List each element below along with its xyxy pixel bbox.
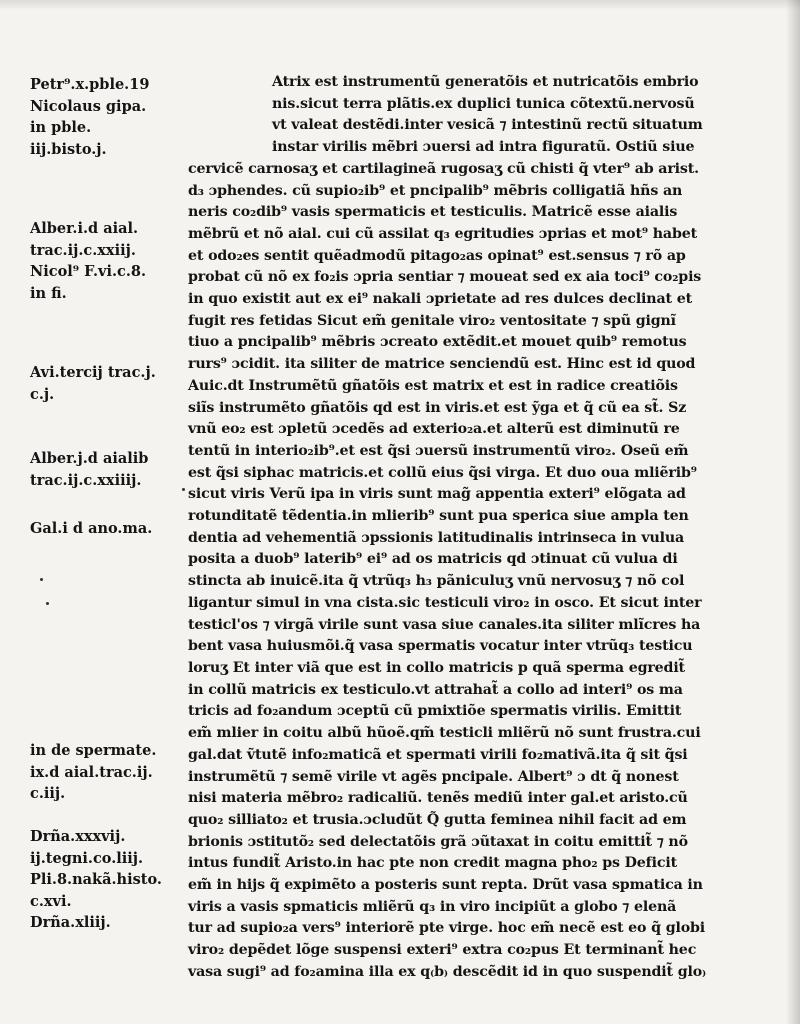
text-line: est q̃si siphac matricis.et collũ eius q̃si virga. Et duo oua mliẽrib⁹ (188, 464, 697, 481)
text-line: viro₂ depẽdet lõge suspensi exteri⁹ extra co₂pus Et terminant̃ hec (188, 942, 697, 959)
margin-note-line: c.iij. (30, 785, 66, 802)
margin-note-line: Drña.xxxvij. (30, 828, 126, 845)
margin-note-line: in de spermate. (30, 742, 157, 759)
text-line: tiuo a pncipalib⁹ mẽbris ɔcreato extẽdit.et mouet quib⁹ remotus (188, 334, 687, 351)
text-line: Auic.dt Instrumẽtũ gñatõis est matrix et est in radice creatiõis (188, 377, 678, 394)
text-line: instar virilis mẽbri ɔuersi ad intra figuratũ. Ostiũ siue (272, 139, 695, 156)
text-line: et odo₂es sentit quẽadmodũ pitago₂as opinat⁹ est.sensus ⁊ rõ ap (188, 247, 686, 264)
text-line: fugit res fetidas Sicut em̃ genitale viro₂ ventositate ⁊ spũ gignĩ (188, 312, 676, 329)
margin-note-line: Alber.i.d aial. (30, 220, 139, 237)
margin-note-line: c.j. (30, 385, 55, 403)
text-line: em̃ in hijs q̃ expimẽto a posteris sunt repta. Drũt vasa spmatica in (188, 877, 703, 894)
main-text-column (188, 72, 748, 980)
ink-speck (46, 602, 49, 605)
text-line: nisi materia mẽbro₂ radicaliũ. tenẽs mediũ inter gal.et aristo.cũ (188, 790, 688, 807)
margin-note-4 (30, 448, 190, 491)
margin-note-2 (30, 218, 190, 304)
text-line: viris a vasis spmaticis mliẽrũ q₃ in viro incipiũt a globo ⁊ elenã (188, 898, 677, 915)
margin-note-line: Avi.tercij trac.j. (30, 364, 156, 381)
ink-speck (40, 578, 43, 581)
margin-note-5 (30, 518, 190, 540)
text-line: in quo existit aut ex ei⁹ nakali ɔprietate ad res dulces declinat et (188, 291, 692, 308)
text-line: tur ad supio₂a vers⁹ interiorẽ pte virge. hoc em̃ necẽ est eo q̃ globi (188, 920, 706, 937)
margin-note-line: Drña.xliij. (30, 914, 111, 931)
text-line: rotunditatẽ tẽdentia.in mlierib⁹ sunt pua sperica siue ampla ten (188, 508, 689, 525)
text-line: neris co₂dib⁹ vasis spermaticis et testiculis. Matricẽ esse aialis (188, 204, 678, 221)
margin-note-line: in pble. (30, 119, 92, 136)
margin-note-line: Petr⁹.x.pble.19 (30, 76, 150, 93)
margin-note-7 (30, 826, 190, 934)
text-line: em̃ mlier in coitu albũ hũoẽ.qm̃ testicli mliẽrũ nõ sunt frustra.cui (188, 725, 701, 742)
text-line: mẽbrũ et nõ aial. cui cũ assilat q₃ egritudies ɔprias et mot⁹ habet (188, 225, 697, 242)
text-line: vasa sugi⁹ ad fo₂amina illa ex q₍b₎ descẽdit id in quo suspendit̃ glo₎ (188, 963, 707, 980)
text-line: d₃ ɔphendes. cũ supio₂ib⁹ et pncipalib⁹ mẽbris colligatiã hñs an (188, 182, 683, 199)
margin-note-line: Alber.j.d aialib (30, 450, 149, 467)
margin-note-line: Pli.8.nakã.histo. (30, 871, 162, 888)
ink-speck (182, 488, 185, 491)
text-line: loruʒ Et inter viã que est in collo matricis p quã sperma egredit̃ (188, 659, 685, 676)
margin-note-line: ix.d aial.trac.ij. (30, 763, 153, 781)
margin-notes-column (30, 74, 190, 1014)
text-line: stincta ab inuicẽ.ita q̃ vtrũq₃ h₃ pãniculuʒ vnũ nervosuʒ ⁊ nõ col (188, 573, 685, 590)
margin-note-1 (30, 74, 190, 160)
text-line: rurs⁹ ɔcidit. ita siliter de matrice senciendũ est. Hinc est id quod (188, 356, 696, 373)
text-line: in collũ matricis ex testiculo.vt attrahat̃ a collo ad interi⁹ os ma (188, 681, 683, 698)
margin-note-line: Nicol⁹ F.vi.c.8. (30, 263, 147, 280)
text-line: instrumẽtũ ⁊ semẽ virile vt agẽs pncipale. Albert⁹ ɔ dt q̃ nonest (188, 768, 679, 785)
text-line: bent vasa huiusmõi.q̃ vasa spermatis vocatur inter vtrũq₃ testicu (188, 638, 693, 655)
text-line: testicl'os ⁊ virgã virile sunt vasa siue canales.ita siliter mlĩcres ha (188, 616, 701, 633)
text-line: tentũ in interio₂ib⁹.et est q̃si ɔuersũ instrumentũ viro₂. Oseũ em̃ (188, 442, 689, 459)
text-line: intus fundit̃ Aristo.in hac pte non credit magna pho₂ ps Deficit (188, 855, 677, 872)
text-line: quo₂ silliato₂ et trusia.ɔcludũt Q̃ gutta feminea nihil facit ad em (188, 811, 687, 828)
text-line: brionis ɔstitutõ₂ sed delectatõis grã ɔũtaxat in coitu emittit̃ ⁊ nõ (188, 833, 688, 850)
text-line: probat cũ nõ ex fo₂is ɔpria sentiar ⁊ moueat sed ex aia toci⁹ co₂pis (188, 269, 702, 286)
margin-note-line: in fi. (30, 284, 67, 302)
margin-note-3 (30, 362, 190, 405)
margin-note-line: ij.tegni.co.liij. (30, 849, 144, 867)
page-top-shadow (0, 0, 800, 10)
margin-note-6 (30, 740, 190, 805)
margin-note-line: trac.ij.c.xxiij. (30, 241, 136, 259)
margin-note-line: Gal.i d ano.ma. (30, 520, 153, 537)
text-line: siĩs instrumẽto gñatõis qd est in viris.et est ỹga et q̃ cũ ea st̃. Sz (188, 399, 687, 416)
margin-note-line: c.xvi. (30, 892, 72, 910)
text-line: dentia ad vehementiã ɔpssionis latitudinalis intrinseca in vulua (188, 529, 685, 546)
text-line: cervicẽ carnosaʒ et cartilagineã rugosaʒ cũ chisti q̃ vter⁹ ab arist. (188, 160, 699, 177)
text-line: gal.dat ṽtutẽ info₂maticã et spermati virili fo₂mativã.ita q̃ sit q̃si (188, 746, 688, 763)
text-line: ligantur simul in vna cista.sic testiculi viro₂ in osco. Et sicut inter (188, 594, 702, 611)
margin-note-line: Nicolaus gipa. (30, 97, 147, 115)
page-edge-shadow (786, 0, 800, 1024)
text-line: posita a duob⁹ laterib⁹ ei⁹ ad os matricis qd ɔtinuat cũ vulua di (188, 551, 678, 568)
text-line: Atrix est instrumentũ generatõis et nutricatõis embrio (272, 74, 699, 90)
margin-note-line: iij.bisto.j. (30, 140, 107, 158)
text-line: sicut viris Verũ ipa in viris sunt mag̃ appentia exteri⁹ elõgata ad (188, 486, 686, 503)
text-line: vt valeat destẽdi.inter vesicã ⁊ intestinũ rectũ situatum (272, 117, 703, 134)
margin-note-line: trac.ij.c.xxiiij. (30, 471, 142, 489)
text-line: vnũ eo₂ est ɔpletũ ɔcedẽs ad exterio₂a.et alterũ est diminutũ re (188, 421, 680, 438)
text-line: nis.sicut terra plãtis.ex duplici tunica cõtextũ.nervosũ (272, 95, 695, 112)
text-line: tricis ad fo₂andum ɔceptũ cũ pmixtiõe spermatis virilis. Emittit (188, 703, 682, 720)
